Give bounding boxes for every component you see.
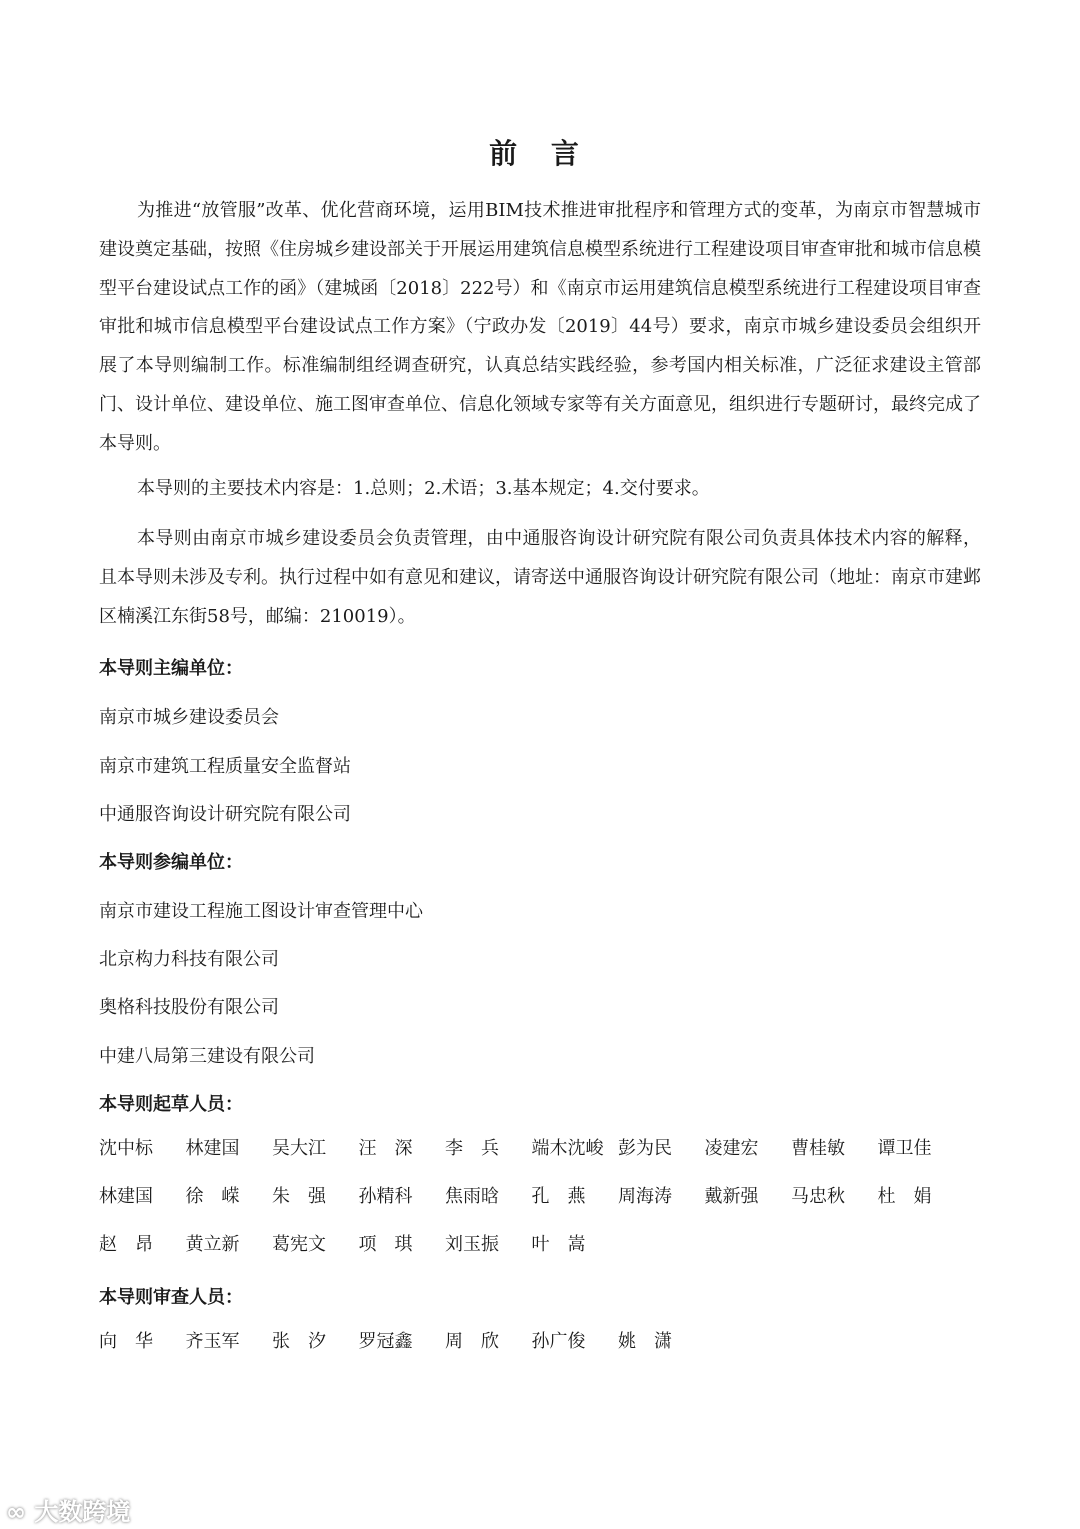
- person-name: 赵 昂: [99, 1234, 153, 1255]
- intro-paragraph-1: 为推进“放管服”改革、优化营商环境，运用BIM技术推进审批程序和管理方式的变革，为南京市智慧城市建设奠定基础，按照《住房城乡建设部关于开展运用建筑信息模型系统进行工程建设项目审查审批和城市信息模型平台建设试点工作的函》（建城函〔2018〕222号）和《南京市运用建筑信息模型系统进行工程建设项目审查审批和城市信息模型平台建设试点工作方案》（宁政办发〔2019〕44号）要求，南京市城乡建设委员会组织开展了本导则编制工作。标准编制组经调查研究，认真总结实践经验，参考国内相关标准，广泛征求建设主管部门、设计单位、建设单位、施工图审查单位、信息化领域专家等有关方面意见，组织进行专题研讨，最终完成了本导则。: [99, 200, 981, 454]
- person-name: 周海涛: [618, 1186, 672, 1207]
- person-name: 杜 娟: [877, 1186, 932, 1207]
- participating-units-heading: 本导则参编单位：: [99, 852, 243, 873]
- chief-units-heading: 本导则主编单位：: [99, 658, 243, 679]
- person-name: 戴新强: [704, 1186, 759, 1207]
- person-name: 姚 潇: [618, 1331, 672, 1352]
- intro-paragraph-2: 本导则的主要技术内容是：1.总则；2.术语；3.基本规定；4.交付要求。: [137, 478, 710, 499]
- person-name: 汪 深: [358, 1138, 413, 1159]
- person-name: 林建国: [99, 1186, 153, 1207]
- person-name: 李 兵: [445, 1138, 499, 1159]
- person-name: 张 汐: [272, 1331, 326, 1352]
- intro-paragraph-3: 本导则由南京市城乡建设委员会负责管理，由中通服咨询设计研究院有限公司负责具体技术内容的解释，且本导则未涉及专利。执行过程中如有意见和建议，请寄送中通服咨询设计研究院有限公司（地址：南京市建邺区楠溪江东街58号，邮编：210019）。: [99, 528, 981, 627]
- watermark-logo: ∞ 大数跨境: [6, 1498, 131, 1526]
- chief-unit: 南京市城乡建设委员会: [99, 707, 279, 728]
- reviewers-heading: 本导则审查人员：: [99, 1287, 243, 1308]
- drafters-heading: 本导则起草人员：: [99, 1094, 243, 1115]
- person-name: 孙广俊: [531, 1331, 586, 1352]
- page-title: 前 言: [489, 137, 591, 170]
- participating-unit: 中建八局第三建设有限公司: [99, 1046, 315, 1067]
- chief-unit: 南京市建筑工程质量安全监督站: [99, 756, 351, 777]
- person-name: 端木沈峻: [531, 1138, 604, 1159]
- person-name: 葛宪文: [272, 1234, 326, 1255]
- person-name: 孙精科: [358, 1186, 413, 1207]
- person-name: 齐玉军: [185, 1331, 240, 1352]
- person-name: 项 琪: [358, 1234, 413, 1255]
- person-name: 林建国: [185, 1138, 240, 1159]
- person-name: 黄立新: [185, 1234, 240, 1255]
- person-name: 焦雨晗: [445, 1186, 499, 1207]
- reviewers-list: [99, 1328, 981, 1355]
- person-name: 曹桂敏: [791, 1138, 845, 1159]
- person-name: 彭为民: [618, 1138, 672, 1159]
- person-name: 朱 强: [272, 1186, 326, 1207]
- person-name: 周 欣: [445, 1331, 499, 1352]
- person-name: 叶 嵩: [531, 1234, 586, 1255]
- person-name: 吴大江: [272, 1138, 326, 1159]
- person-name: 沈中标: [99, 1138, 153, 1159]
- participating-unit: 北京构力科技有限公司: [99, 949, 279, 970]
- person-name: 罗冠鑫: [358, 1331, 413, 1352]
- chief-unit: 中通服咨询设计研究院有限公司: [99, 804, 351, 825]
- person-name: 徐 嵘: [185, 1186, 240, 1207]
- person-name: 刘玉振: [445, 1234, 499, 1255]
- person-name: 孔 燕: [531, 1186, 586, 1207]
- participating-unit: 南京市建设工程施工图设计审查管理中心: [99, 901, 423, 922]
- person-name: 向 华: [99, 1331, 153, 1352]
- person-name: 马忠秋: [791, 1186, 845, 1207]
- participating-unit: 奥格科技股份有限公司: [99, 997, 279, 1018]
- drafters-list: [99, 1135, 981, 1258]
- person-name: 凌建宏: [704, 1138, 759, 1159]
- person-name: 谭卫佳: [877, 1138, 932, 1159]
